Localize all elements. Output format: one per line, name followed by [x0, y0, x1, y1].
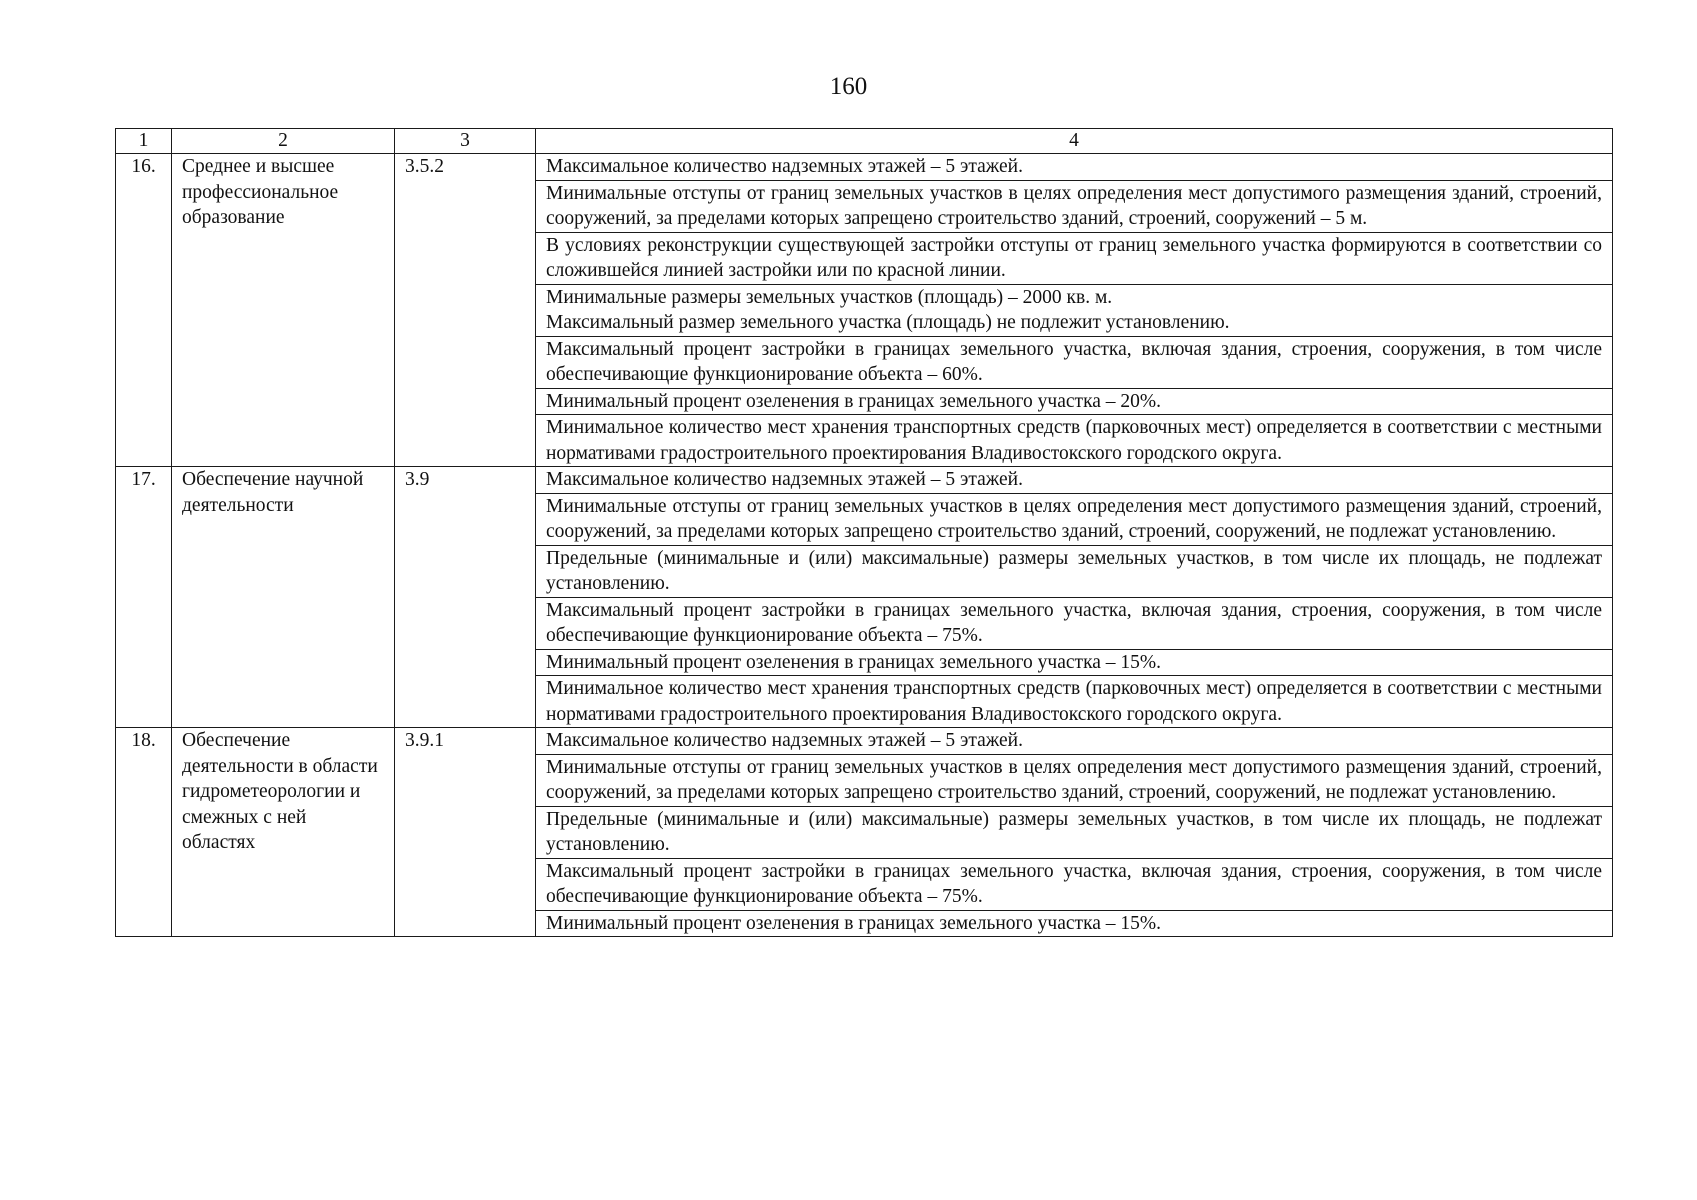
use-type-name: Среднее и высшее профессиональное образование	[172, 154, 395, 467]
parameter-line: Минимальные размеры земельных участков (площадь) – 2000 кв. м.	[546, 286, 1113, 308]
parameter-cell: Максимальное количество надземных этажей – 5 этажей.	[536, 728, 1613, 755]
use-type-code: 3.9.1	[395, 728, 536, 937]
header-cell: 2	[172, 129, 395, 154]
parameter-cell: Максимальный процент застройки в границах земельного участка, включая здания, строения, сооружения, в том числе обеспечивающие функционирование объекта – 60%.	[536, 336, 1613, 388]
header-cell: 4	[536, 129, 1613, 154]
parameter-cell: Минимальный процент озеленения в границах земельного участка – 20%.	[536, 388, 1613, 415]
regulations-table	[115, 128, 1613, 937]
table-row	[116, 728, 1613, 755]
parameter-cell: Предельные (минимальные и (или) максимальные) размеры земельных участков, в том числе их площадь, не подлежат установлению.	[536, 545, 1613, 597]
row-number: 16.	[116, 154, 172, 467]
parameter-cell: Минимальные отступы от границ земельных участков в целях определения мест допустимого размещения зданий, строений, сооружений, за пределами которых запрещено строительство зданий, строений, сооружений, не подлежат установлению.	[536, 493, 1613, 545]
parameter-cell: Предельные (минимальные и (или) максимальные) размеры земельных участков, в том числе их площадь, не подлежат установлению.	[536, 806, 1613, 858]
parameter-cell: Минимальные отступы от границ земельных участков в целях определения мест допустимого размещения зданий, строений, сооружений, за пределами которых запрещено строительство зданий, строений, сооружений – 5 м.	[536, 180, 1613, 232]
row-number: 18.	[116, 728, 172, 937]
use-type-name: Обеспечение деятельности в области гидрометеорологии и смежных с ней областях	[172, 728, 395, 937]
table-row	[116, 154, 1613, 181]
use-type-code: 3.5.2	[395, 154, 536, 467]
row-number: 17.	[116, 467, 172, 728]
parameter-cell: Максимальный процент застройки в границах земельного участка, включая здания, строения, сооружения, в том числе обеспечивающие функционирование объекта – 75%.	[536, 858, 1613, 910]
parameter-cell: Максимальный процент застройки в границах земельного участка, включая здания, строения, сооружения, в том числе обеспечивающие функционирование объекта – 75%.	[536, 597, 1613, 649]
parameter-cell: Максимальное количество надземных этажей – 5 этажей.	[536, 467, 1613, 494]
header-cell: 3	[395, 129, 536, 154]
parameter-cell: Максимальное количество надземных этажей – 5 этажей.	[536, 154, 1613, 181]
header-cell: 1	[116, 129, 172, 154]
parameter-cell: В условиях реконструкции существующей застройки отступы от границ земельного участка формируются в соответствии со сложившейся линией застройки или по красной линии.	[536, 232, 1613, 284]
parameter-cell: Минимальный процент озеленения в границах земельного участка – 15%.	[536, 910, 1613, 937]
parameter-line: Максимальный размер земельного участка (площадь) не подлежит установлению.	[546, 312, 1230, 333]
parameter-cell	[536, 284, 1613, 336]
table-header-row	[116, 129, 1613, 154]
parameter-cell: Минимальный процент озеленения в границах земельного участка – 15%.	[536, 649, 1613, 676]
parameter-cell: Минимальное количество мест хранения транспортных средств (парковочных мест) определяется в соответствии с местными нормативами градостроительного проектирования Владивостокского городского округа.	[536, 415, 1613, 467]
use-type-name: Обеспечение научной деятельности	[172, 467, 395, 728]
parameter-cell: Минимальные отступы от границ земельных участков в целях определения мест допустимого размещения зданий, строений, сооружений, за пределами которых запрещено строительство зданий, строений, сооружений, не подлежат установлению.	[536, 754, 1613, 806]
use-type-code: 3.9	[395, 467, 536, 728]
table-row	[116, 467, 1613, 494]
parameter-cell: Минимальное количество мест хранения транспортных средств (парковочных мест) определяется в соответствии с местными нормативами градостроительного проектирования Владивостокского городского округа.	[536, 676, 1613, 728]
page-number: 160	[829, 73, 868, 100]
